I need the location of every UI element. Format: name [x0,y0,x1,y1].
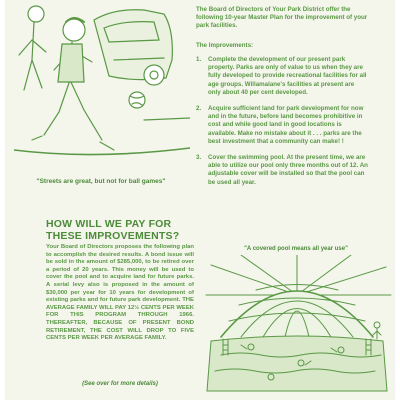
list-text: Cover the swimming pool. At the present time, we are able to utilize our pool only three months out of 12. An adjustable cover will be installed so that the pool can be used all year. [208,154,368,186]
brochure-page [6,0,394,400]
street-caption: "Streets are great, but not for ball games" [36,178,166,185]
section-heading: HOW WILL WE PAY FOR THESE IMPROVEMENTS? [46,218,180,242]
payment-paragraph: Your Board of Directors proposes the following plan to accomplish the desired results. A bond issue will be sold in the amount of $285,000, to be retired over a period of 20 years. This money will be used to cover the pool and to acquire land for future parks. A serial levy also is proposed in the amount of $30,000 per year for 10 years for development of existing parks and for future park development. THE AVERAGE FAMILY WILL PAY 12½ CENTS PER WEEK FOR THIS PROGRAM THROUGH 1966. THEREAFTER, BECAUSE OF PRESENT BOND RETIREMENT, THE COST WILL DROP TO FIVE CENTS PER WEEK PER AVERAGE FAMILY. [46,244,194,342]
list-item [196,154,368,187]
covered-pool-illustration [201,255,393,395]
improvements-list [196,56,368,195]
list-text: Acquire sufficient land for park development for now and in the future, before land becomes prohibitive in cost and while good land in good locations is available. Make no mistake about it . . . parks are the best investment that a community can make! ! [208,105,364,145]
list-text: Complete the development of our present park property. Parks are only of value to us when they are fully developed to provide recreational facilities for all age groups. Willamalane's facilities at present are only about 40 per cent developed. [208,56,367,96]
list-number: 3. [196,154,202,162]
improvements-label: The Improvements: [196,42,254,49]
street-ball-illustration [14,0,190,170]
see-over-note: (See over for more details) [82,381,158,387]
intro-paragraph: The Board of Directors of Your Park District offer the following 10-year Master Plan for the improvement of your park facilities. [196,6,368,29]
list-item [196,105,368,146]
pool-caption: "A covered pool means all year use" [244,246,348,252]
list-item [196,56,368,97]
list-number: 1. [196,56,202,63]
list-number: 2. [196,105,202,113]
